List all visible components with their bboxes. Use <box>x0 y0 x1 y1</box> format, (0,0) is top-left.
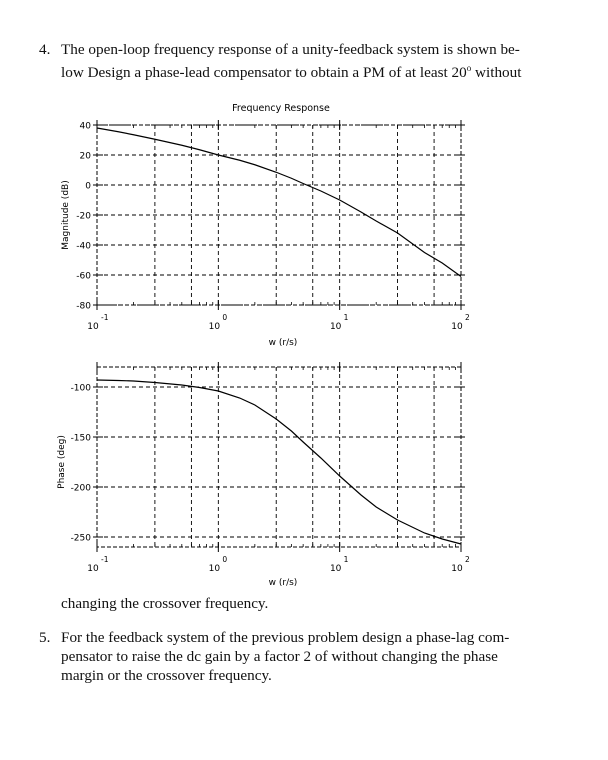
x-tick-exponent: 2 <box>465 313 470 322</box>
x-tick-exponent: 1 <box>343 313 349 322</box>
problem-5-line-3: margin or the crossover frequency. <box>61 667 272 684</box>
x-tick-base: 10 <box>451 564 463 574</box>
y-tick-label: -40 <box>76 241 91 252</box>
problem-4-line-2-pre: low Design a phase-lead compensator to obtain a PM of at least 20 <box>61 64 467 82</box>
series-line-magnitude <box>97 128 461 277</box>
x-tick-exponent: -1 <box>101 313 109 322</box>
y-tick-label: -150 <box>70 433 91 444</box>
problem-5-line-1: For the feedback system of the previous problem design a phase-lag com- <box>61 629 510 646</box>
problem-4-number: 4. <box>39 41 51 58</box>
degree-superscript: o <box>466 63 472 73</box>
x-tick-label <box>330 313 349 332</box>
x-tick-base: 10 <box>87 322 99 332</box>
problem-5-line-2: pensator to raise the dc gain by a factor 2 of without changing the phase <box>61 648 498 665</box>
y-tick-label: -60 <box>76 271 91 282</box>
x-axis-label: w (r/s) <box>268 578 298 588</box>
x-tick-exponent: -1 <box>101 555 109 564</box>
plot-magnitude <box>61 103 470 348</box>
series-line-phase <box>97 380 461 544</box>
x-tick-base: 10 <box>208 322 221 332</box>
x-tick-exponent: 0 <box>222 313 228 322</box>
y-tick-label: -80 <box>76 301 91 312</box>
x-tick-base: 10 <box>329 322 342 332</box>
x-tick-base: 10 <box>451 322 463 332</box>
plot-phase <box>57 362 470 588</box>
y-tick-label: 20 <box>79 151 91 162</box>
problem-4-continuation: changing the crossover frequency. <box>61 595 269 612</box>
plot-border <box>97 367 461 547</box>
y-axis-label: Phase (deg) <box>57 435 67 489</box>
x-axis-label: w (r/s) <box>268 338 298 348</box>
y-tick-label: -100 <box>70 383 91 394</box>
x-tick-exponent: 2 <box>465 555 470 564</box>
problem-5-number: 5. <box>39 629 51 646</box>
x-tick-base: 10 <box>87 564 99 574</box>
x-tick-label <box>87 555 108 574</box>
y-tick-label: -250 <box>70 533 91 544</box>
y-tick-label: -20 <box>76 211 91 222</box>
x-tick-base: 10 <box>329 564 342 574</box>
x-tick-label <box>209 313 228 332</box>
chart-title: Frequency Response <box>232 103 330 114</box>
y-axis-label: Magnitude (dB) <box>61 180 71 250</box>
y-tick-label: -200 <box>70 483 91 494</box>
x-tick-exponent: 1 <box>343 555 349 564</box>
x-tick-label <box>451 555 470 574</box>
x-tick-label <box>451 313 470 332</box>
x-tick-label <box>330 555 349 574</box>
x-tick-label <box>87 313 108 332</box>
x-tick-base: 10 <box>208 564 221 574</box>
x-tick-label <box>209 555 228 574</box>
problem-4-line-2-post: without <box>471 64 522 82</box>
y-tick-label: 0 <box>85 181 91 192</box>
y-tick-label: 40 <box>79 121 91 132</box>
x-tick-exponent: 0 <box>222 555 228 564</box>
problem-4-line-1: The open-loop frequency response of a unity-feedback system is shown be- <box>61 41 520 58</box>
